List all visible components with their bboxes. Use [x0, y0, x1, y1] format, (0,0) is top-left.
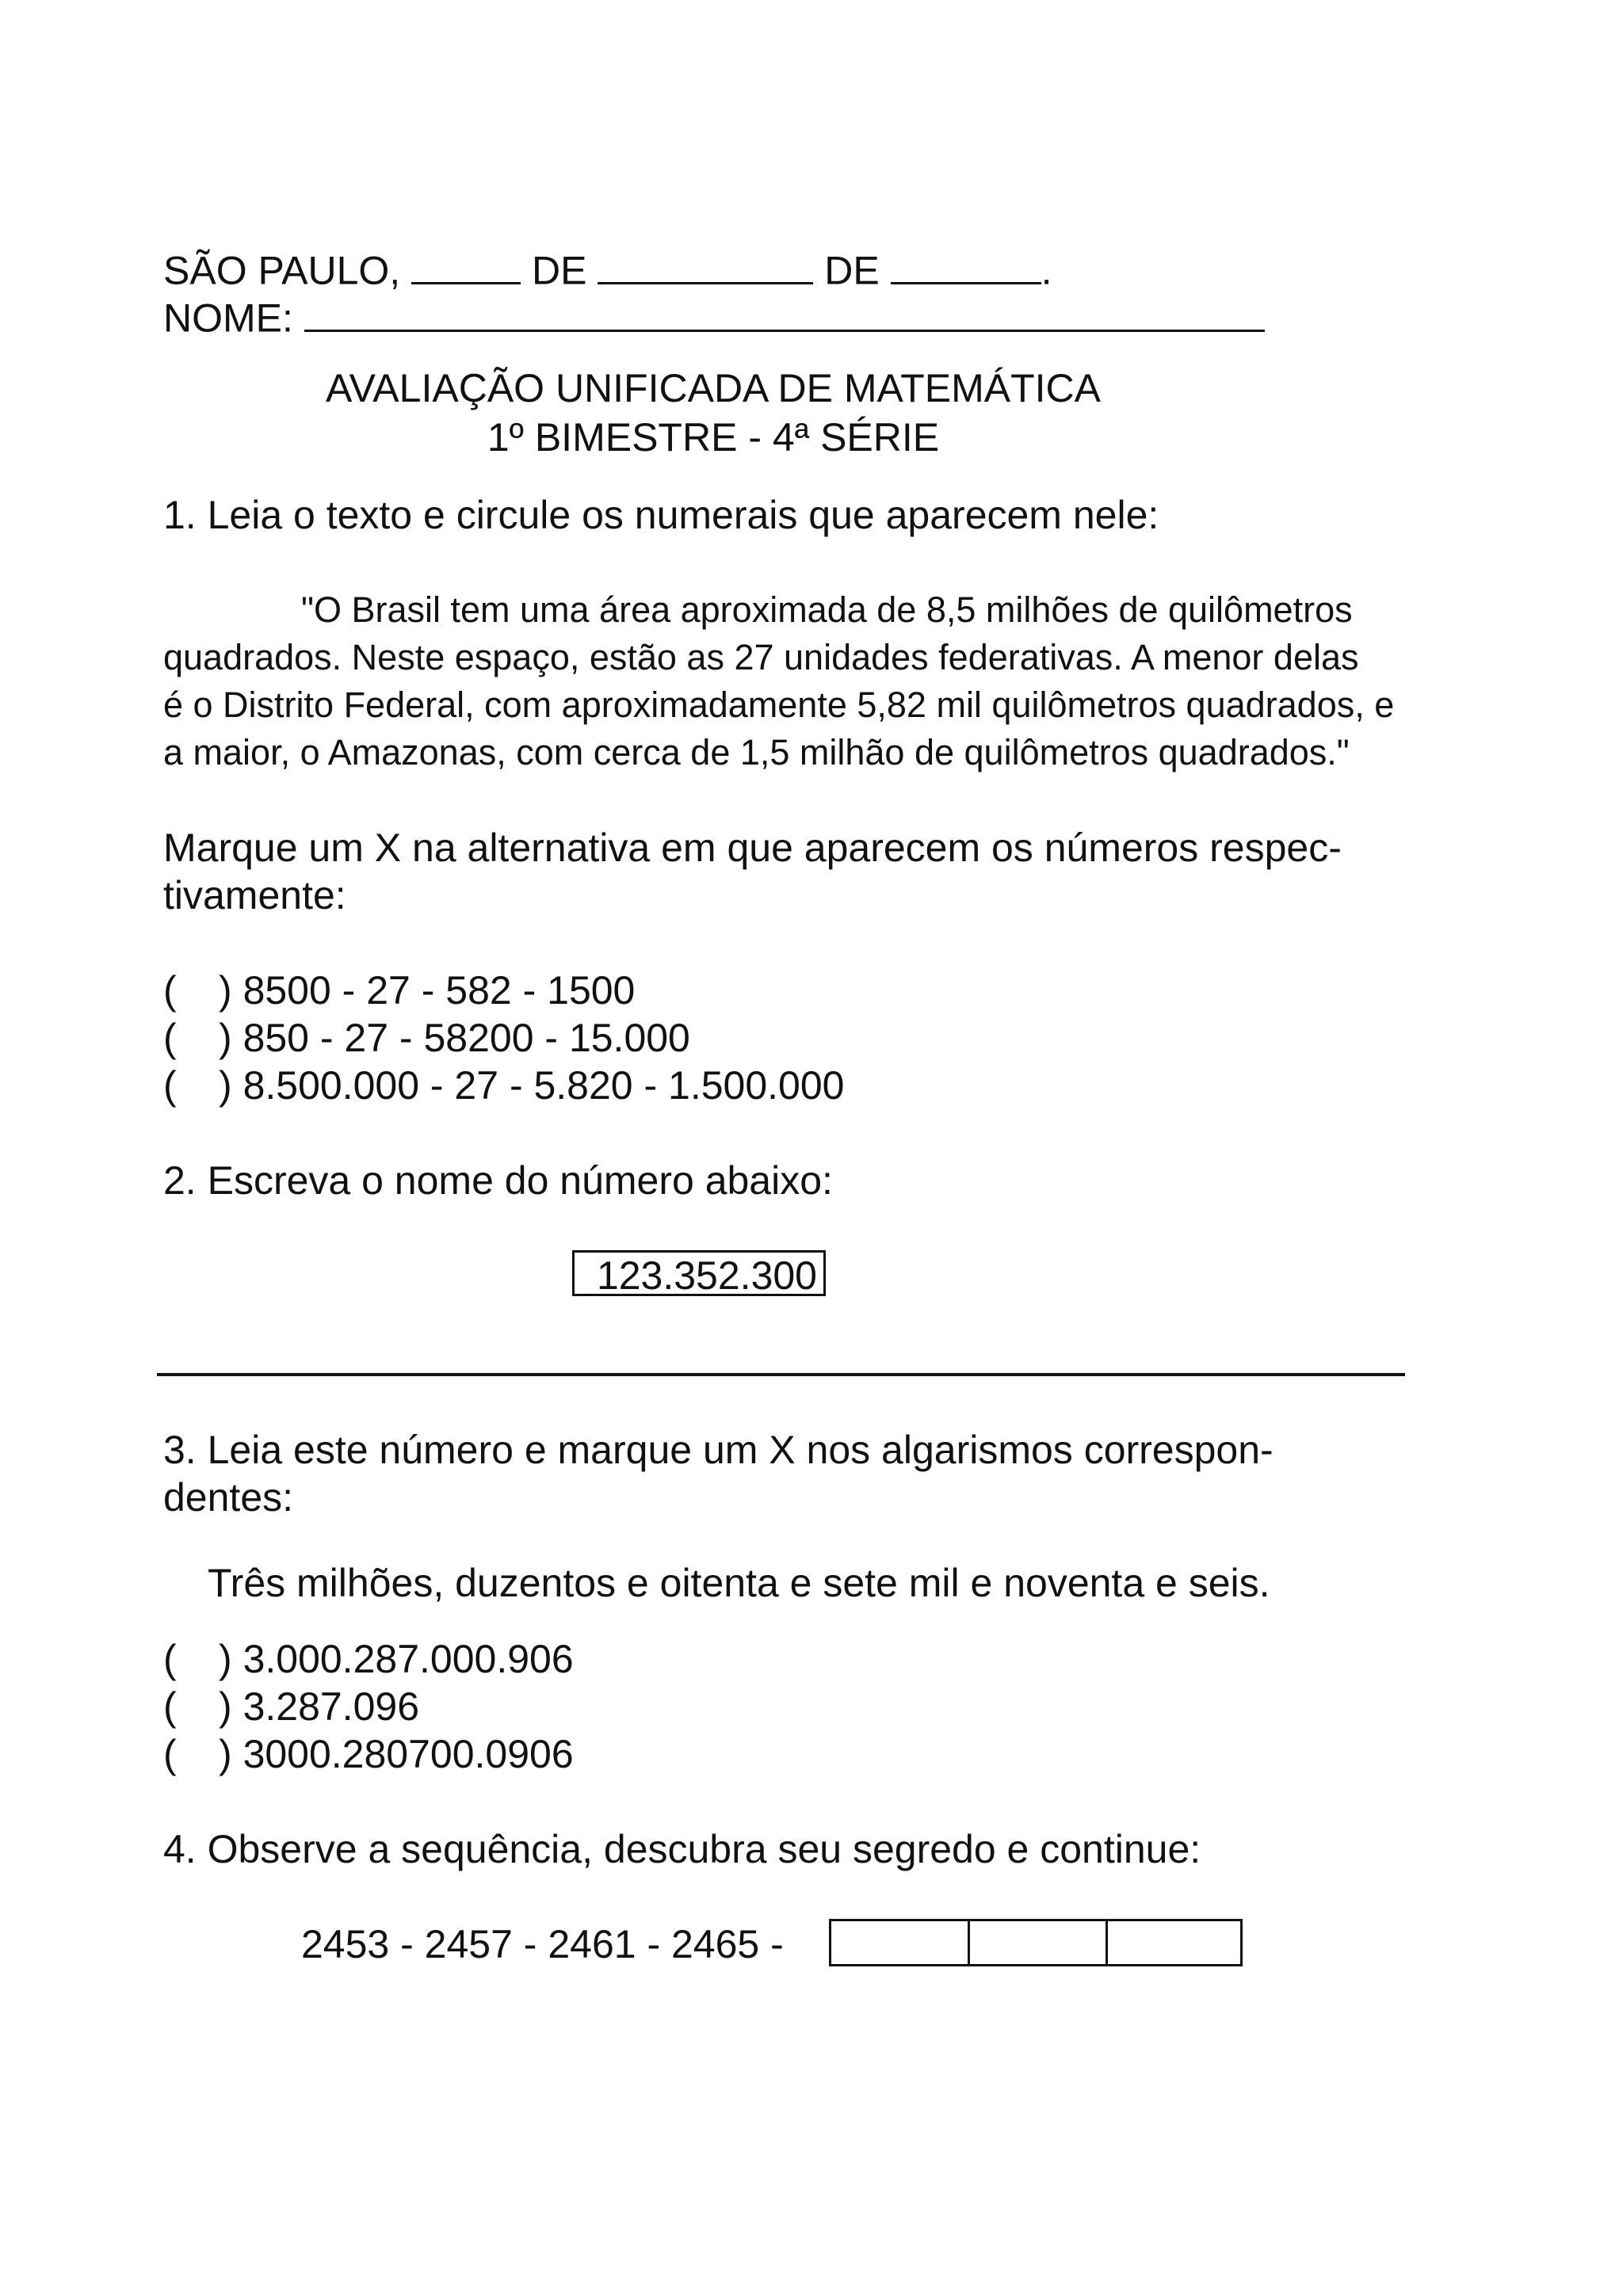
q2-number-box: 123.352.300 [572, 1250, 826, 1296]
checkbox-open-paren: ( [163, 1637, 177, 1681]
checkbox-close-paren: ) [219, 1684, 232, 1729]
q4-answer-boxes [829, 1919, 1243, 1966]
month-blank[interactable] [598, 244, 813, 284]
city-label: SÃO PAULO, [163, 248, 401, 293]
q1-option-a[interactable] [163, 967, 635, 1014]
q3-option-text: 3.287.096 [242, 1684, 419, 1729]
year-blank[interactable] [891, 244, 1041, 284]
q1-option-text: 8.500.000 - 27 - 5.820 - 1.500.000 [242, 1063, 845, 1108]
q1-option-text: 8500 - 27 - 582 - 1500 [242, 968, 636, 1013]
q1-prompt: 1. Leia o texto e circule os numerais que aparecem nele: [163, 493, 1159, 537]
checkbox-close-paren: ) [219, 1063, 232, 1108]
q1-instruction-line: tivamente: [163, 873, 346, 917]
q2-prompt: 2. Escreva o nome do número abaixo: [163, 1158, 833, 1203]
checkbox-close-paren: ) [219, 1732, 232, 1776]
checkbox-close-paren: ) [219, 1016, 232, 1060]
name-blank[interactable] [304, 292, 1265, 332]
checkbox-open-paren: ( [163, 1063, 177, 1108]
q3-number-words: Três milhões, duzentos e oitenta e sete mil e noventa e seis. [208, 1561, 1270, 1605]
checkbox-open-paren: ( [163, 1016, 177, 1060]
q1-passage-line: "O Brasil tem uma área aproximada de 8,5 milhões de quilômetros [301, 589, 1353, 630]
q3-option-a[interactable] [163, 1635, 574, 1683]
q3-option-b[interactable] [163, 1683, 419, 1730]
exam-title: AVALIAÇÃO UNIFICADA DE MATEMÁTICA [326, 366, 1101, 410]
q4-sequence: 2453 - 2457 - 2461 - 2465 - [301, 1922, 784, 1966]
exam-subtitle: 1º BIMESTRE - 4ª SÉRIE [487, 415, 940, 460]
q3-option-text: 3000.280700.0906 [242, 1732, 574, 1776]
q1-passage-line: é o Distrito Federal, com aproximadamente 5,82 mil quilômetros quadrados, e [163, 685, 1395, 725]
checkbox-close-paren: ) [219, 1637, 232, 1681]
q3-option-text: 3.000.287.000.906 [242, 1637, 574, 1681]
q1-passage-line: quadrados. Neste espaço, estão as 27 unidades federativas. A menor delas [163, 637, 1359, 677]
q1-instruction-line: Marque um X na alternativa em que aparecem os números respec- [163, 826, 1342, 870]
q4-answer-cell-3[interactable] [1106, 1921, 1108, 1964]
q4-answer-cell-2[interactable] [968, 1921, 970, 1964]
day-blank[interactable] [411, 244, 521, 284]
checkbox-open-paren: ( [163, 1684, 177, 1729]
name-label: NOME: [163, 296, 293, 341]
name-line [163, 292, 1265, 342]
q3-prompt-line: 3. Leia este número e marque um X nos algarismos correspon- [163, 1428, 1274, 1472]
q1-option-b[interactable] [163, 1014, 690, 1062]
q3-prompt-line: dentes: [163, 1475, 294, 1520]
q4-prompt: 4. Observe a sequência, descubra seu segredo e continue: [163, 1827, 1201, 1871]
checkbox-open-paren: ( [163, 968, 177, 1013]
de-label-1: DE [531, 248, 587, 293]
q3-option-c[interactable] [163, 1730, 574, 1778]
q1-option-c[interactable] [163, 1062, 844, 1109]
q2-answer-line[interactable] [157, 1373, 1405, 1376]
checkbox-close-paren: ) [219, 968, 232, 1013]
checkbox-open-paren: ( [163, 1732, 177, 1776]
de-label-2: DE [824, 248, 880, 293]
date-period: . [1041, 248, 1052, 293]
q1-option-text: 850 - 27 - 58200 - 15.000 [242, 1016, 690, 1060]
q1-passage-line: a maior, o Amazonas, com cerca de 1,5 milhão de quilômetros quadrados." [163, 732, 1350, 772]
date-line [163, 244, 1052, 295]
